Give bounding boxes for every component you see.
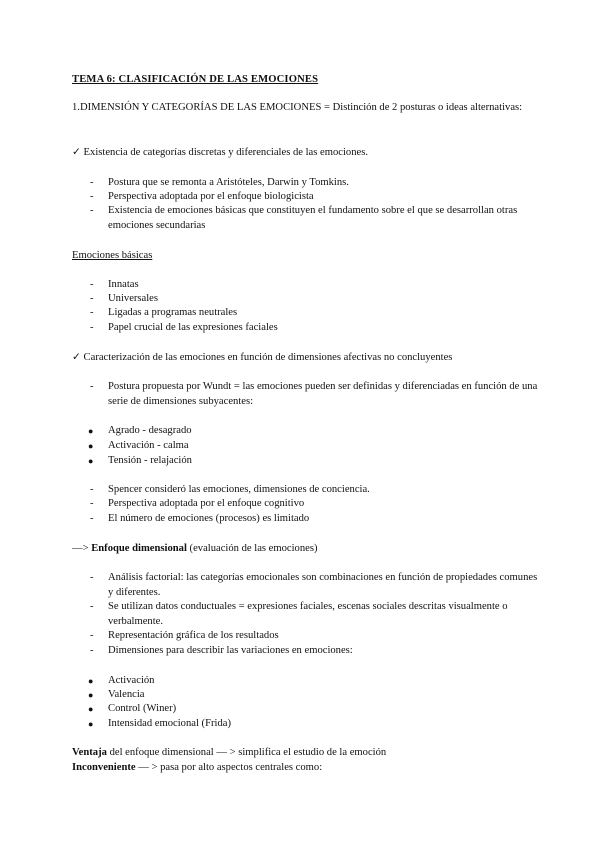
bullet-marker: ● [88,456,94,466]
advantage-line: Ventaja del enfoque dimensional — > simplifica el estudio de la emoción [72,747,387,758]
check-item-text: Caracterización de las emociones en función de dimensiones afectivas no concluyentes [83,352,453,363]
check-item-1 [72,146,368,160]
dash-marker: - [90,293,94,304]
dimensional-approach-heading: —> Enfoque dimensional (evaluación de las emociones) [72,543,318,554]
arrow-icon: —> [72,543,92,554]
dash-marker: - [90,177,94,188]
dash-marker: - [90,630,94,641]
page-title: TEMA 6: CLASIFICACIÓN DE LAS EMOCIONES [72,74,319,85]
dash-marker: - [90,601,94,612]
dash-marker: - [90,645,94,656]
checkmark-icon: ✓ [72,147,81,158]
bullet-marker: ● [88,719,94,729]
dash-marker: - [90,381,94,392]
document-page: TEMA 6: CLASIFICACIÓN DE LAS EMOCIONES 1.DIMENSIÓN Y CATEGORÍAS DE LAS EMOCIONES = Distinción de 2 posturas o ideas alternativas: ✓ Existencia de categorías discretas y diferenciales de las emociones. - Postura que se remonta a Aristóteles, Darwin y Tomkins. - Perspectiva adoptada por el enfoque biologicista - Existencia de emociones básicas que constituyen el fundamento sobre el que se desarrollan otras emociones secundarias Emociones básicas - Innatas - Universales - Ligadas a programas neutrales - Papel crucial de las expresiones faciales ✓ Caracterización de las emociones en función de dimensiones afectivas no concluyentes - Postura propuesta por Wundt = las emociones pueden ser definidas y diferenciadas en función de una serie de dimensiones subyacentes: ● Agrado - desagrado ● Activación - calma ● Tensión - relajación - Spencer consideró las emociones, dimensiones de conciencia. - Perspectiva adoptada por el enfoque cognitivo - El número de emociones (procesos) es limitado —> Enfoque dimensional (evaluación de las emociones) - Análisis factorial: las categorías emocionales son combinaciones en función de propiedades comunes y diferentes. - Se utilizan datos conductuales = expresiones faciales, escenas sociales descritas visualmente o verbalmente. - Representación gráfica de los resultados - Dimensiones para describir las variaciones en emociones: ● Activación ● Valencia ● Control (Winer) ● Intensidad emocional (Frida) Ventaja del enfoque dimensional — > simplifica el estudio de la emoción Inconveniente — > pasa por alto aspectos centrales como: [72,74,538,773]
bullet-marker: ● [88,704,94,714]
disadvantage-line: Inconveniente — > pasa por alto aspectos centrales como: [72,762,323,773]
bullet-marker: ● [88,676,94,686]
dash-marker: - [90,572,94,583]
section-heading: 1.DIMENSIÓN Y CATEGORÍAS DE LAS EMOCIONES = Distinción de 2 posturas o ideas alternativas: [72,102,523,113]
checkmark-icon: ✓ [72,352,81,363]
dash-marker: - [90,513,94,524]
bullet-marker: ● [88,690,94,700]
check-item-text: Existencia de categorías discretas y diferenciales de las emociones. [83,147,368,158]
bullet-marker: ● [88,426,94,436]
dash-marker: - [90,205,94,216]
dash-marker: - [90,307,94,318]
dash-marker: - [90,322,94,333]
dash-marker: - [90,191,94,202]
subheading-basic-emotions: Emociones básicas [72,250,153,261]
check-item-2 [72,351,452,365]
dash-marker: - [90,498,94,509]
dash-marker: - [90,279,94,290]
dash-marker: - [90,484,94,495]
bullet-marker: ● [88,441,94,451]
